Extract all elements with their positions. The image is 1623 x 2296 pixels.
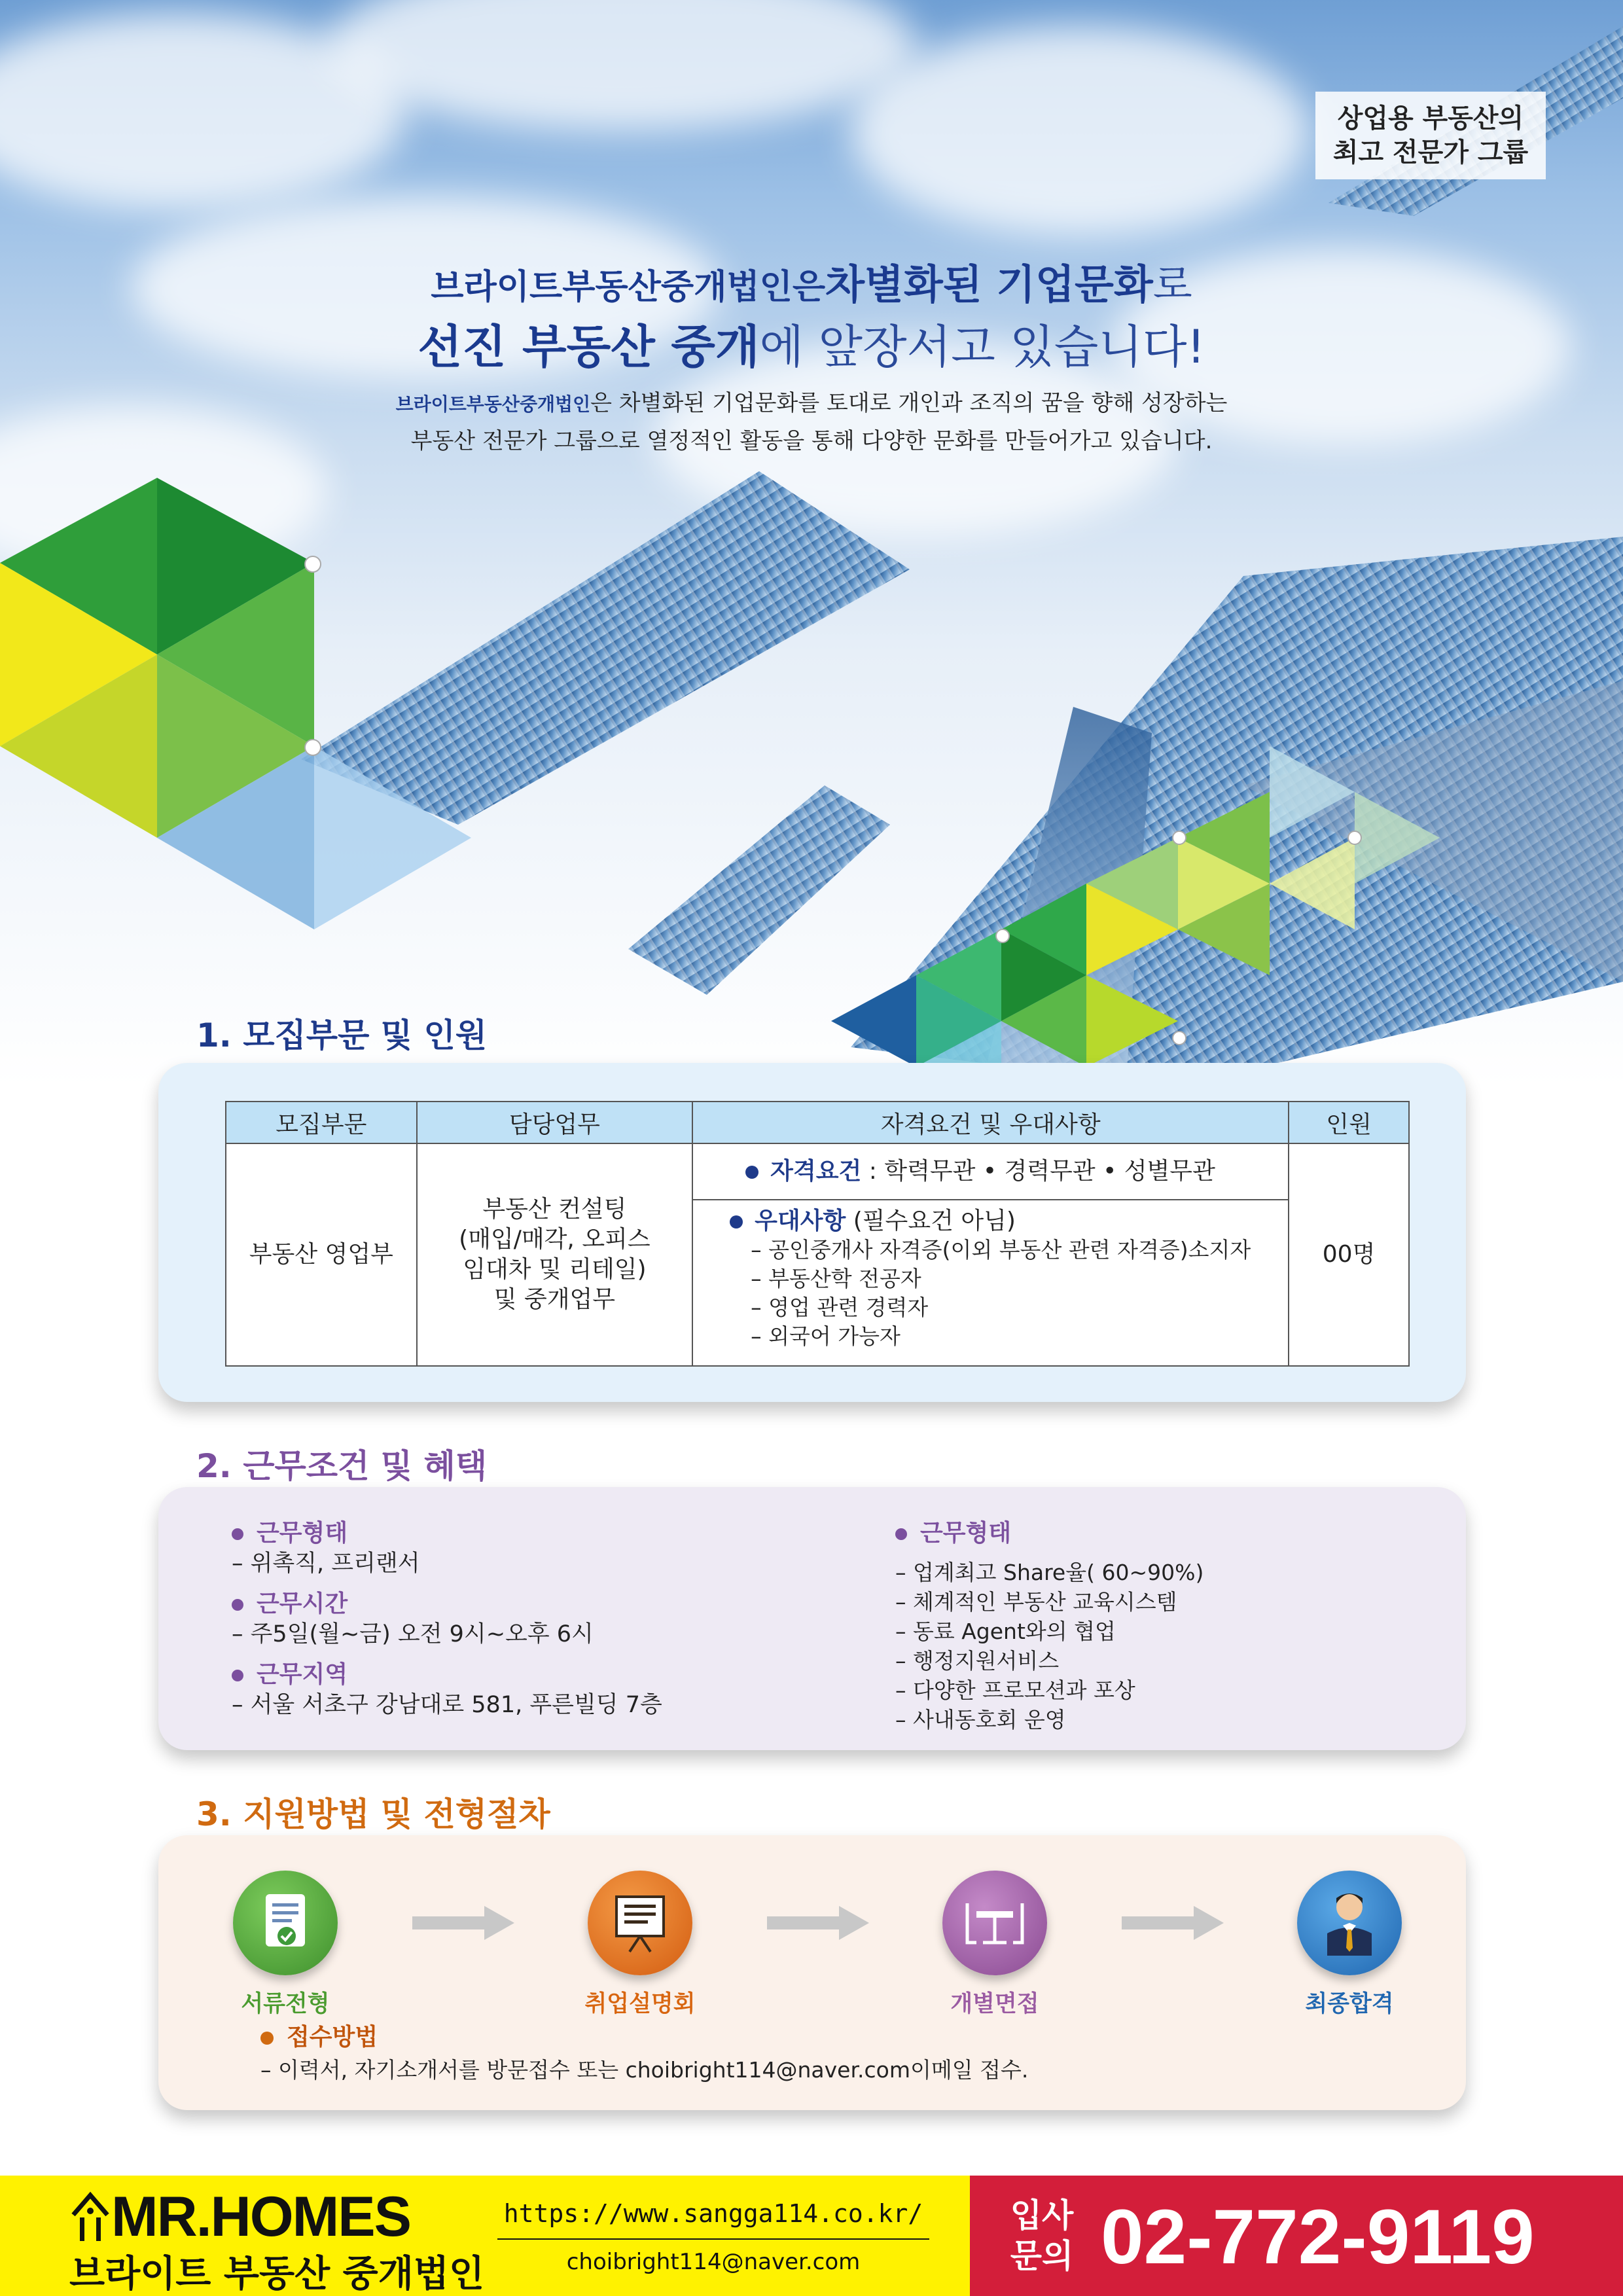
list-item [232,1589,662,1649]
duty-line: 부동산 컨설팅 [482,1196,627,1223]
receipt-text: – 이력서, 자기소개서를 방문접수 또는 choibright114@naver.com이메일 접수. [260,2057,1029,2083]
pref-item: – 부동산학 전공자 [751,1266,921,1291]
step-label: 서류전형 [241,1991,330,2017]
recruitment-table [225,1101,1410,1367]
section-2-title: 2. 근무조건 및 혜택 [196,1447,488,1485]
intro-line-2: 부동산 전문가 그룹으로 열정적인 활동을 통해 다양한 문화를 만들어가고 있습니다. [410,428,1213,454]
home-icon [71,2189,110,2244]
arrow-right-icon [767,1903,872,1943]
table-header-row [226,1102,1409,1143]
condition-text: – 서울 서초구 강남대로 581, 푸른빌딩 7층 [232,1692,662,1718]
list-item [232,1518,662,1579]
phone-number[interactable]: 02-772-9119 [1101,2194,1535,2280]
bullet-icon [232,1599,243,1611]
list-item [232,1660,662,1720]
step-label: 취업설명회 [584,1991,696,2017]
headline-bold-2: 선진 부동산 중개 [418,320,760,374]
tagline-badge [1315,92,1546,179]
condition-head: 근무지역 [257,1661,348,1688]
inquiry-line-1: 입사 [1010,2197,1074,2234]
bullet-icon [745,1166,758,1179]
duty-line: (매입/매각, 오피스 [459,1226,651,1253]
pref-item: – 영업 관련 경력자 [751,1295,929,1320]
receipt-head: 접수방법 [287,2024,378,2051]
badge-line-2: 최고 전문가 그룹 [1332,137,1529,168]
step-job-fair [588,1871,692,1975]
conditions-left [232,1518,662,1731]
table-row [226,1143,1409,1200]
condition-head: 근무시간 [257,1590,348,1617]
businessman-icon [1297,1871,1402,1975]
header-count: 인원 [1289,1102,1409,1143]
condition-text: – 위촉직, 프리랜서 [232,1551,420,1577]
step-final-pass [1297,1871,1402,1975]
duty-line: 임대차 및 리테일) [463,1256,647,1283]
inquiry-label [1009,2195,1075,2276]
headline-bold-1: 차별화된 기업문화 [825,260,1153,308]
condition-text: – 주5일(월~금) 오전 9시~오후 6시 [232,1621,594,1647]
footer-brand-bar [0,2176,970,2296]
pref-item: – 외국어 가능자 [751,1323,901,1349]
bullet-icon [730,1215,743,1229]
req-label: 자격요건 [770,1158,862,1185]
arrow-right-icon [1122,1903,1226,1943]
intro-firm: 브라이트부동산중개법인 [395,393,591,415]
condition-head: 근무형태 [257,1520,348,1547]
step-document-review [233,1871,338,1975]
bullet-icon [895,1528,907,1540]
list-item: – 다양한 프로모션과 포상 [895,1677,1135,1703]
step-interview [942,1871,1047,1975]
list-item: – 체계적인 부동산 교육시스템 [895,1589,1177,1615]
benefits-head: 근무형태 [920,1520,1012,1547]
step-label: 개별면접 [950,1991,1039,2017]
section-1-title: 1. 모집부문 및 인원 [196,1016,488,1054]
meeting-table-icon [942,1871,1047,1975]
list-item: – 업계최고 Share율( 60~90%) [895,1560,1204,1585]
pref-note: (필수요건 아님) [846,1208,1016,1234]
duty-line: 및 중개업무 [493,1286,616,1313]
count-cell: 00명 [1289,1143,1409,1366]
hero-banner [0,0,1623,1086]
document-check-icon [233,1871,338,1975]
brand-logo-text: MR.HOMES [111,2185,410,2248]
header-duty: 담당업무 [417,1102,693,1143]
bullet-icon [260,2032,274,2045]
bullet-icon [232,1670,243,1681]
intro-line-1: 은 차별화된 기업문화를 토대로 개인과 조직의 꿈을 향해 성장하는 [590,390,1228,416]
preferences-cell [692,1200,1289,1366]
firm-name: 브라이트 부동산 중개법인 [69,2253,485,2295]
headline-tail-1: 로 [1152,260,1192,308]
pref-label: 우대사항 [755,1208,846,1234]
conditions-panel [158,1487,1466,1750]
divider [497,2238,929,2240]
arrow-right-icon [412,1903,517,1943]
email-link[interactable]: choibright114@naver.com [566,2249,861,2275]
list-item: – 사내동호회 운영 [895,1707,1066,1732]
recruitment-panel [158,1063,1466,1402]
bullet-icon [232,1528,243,1540]
application-panel [158,1835,1466,2110]
footer-contact-bar [970,2176,1623,2296]
section-3-title: 3. 지원방법 및 전형절차 [196,1795,550,1833]
list-item: – 동료 Agent와의 협업 [895,1619,1116,1644]
inquiry-line-2: 문의 [1010,2237,1074,2275]
pref-item: – 공인중개사 자격증(이외 부동산 관련 자격증)소지자 [751,1237,1251,1263]
website-link[interactable]: https://www.sangga114.co.kr/ [503,2199,923,2228]
headline [0,257,1623,378]
headline-firm: 브라이트부동산중개법인은 [431,268,826,307]
intro-text [0,385,1623,459]
header-dept: 모집부문 [226,1102,417,1143]
receipt-method [260,2021,1028,2087]
benefits-right [895,1518,1204,1734]
header-requirements: 자격요건 및 우대사항 [692,1102,1289,1143]
dept-cell: 부동산 영업부 [226,1143,417,1366]
list-item: – 행정지원서비스 [895,1648,1060,1674]
headline-tail-2: 에 앞장서고 있습니다! [759,320,1205,374]
duty-cell [417,1143,693,1366]
step-label: 최종합격 [1305,1991,1394,2017]
presentation-board-icon [588,1871,692,1975]
req-text: : 학력무관 • 경력무관 • 성별무관 [861,1158,1215,1185]
requirements-cell [692,1143,1289,1200]
badge-line-1: 상업용 부동산의 [1337,103,1524,134]
